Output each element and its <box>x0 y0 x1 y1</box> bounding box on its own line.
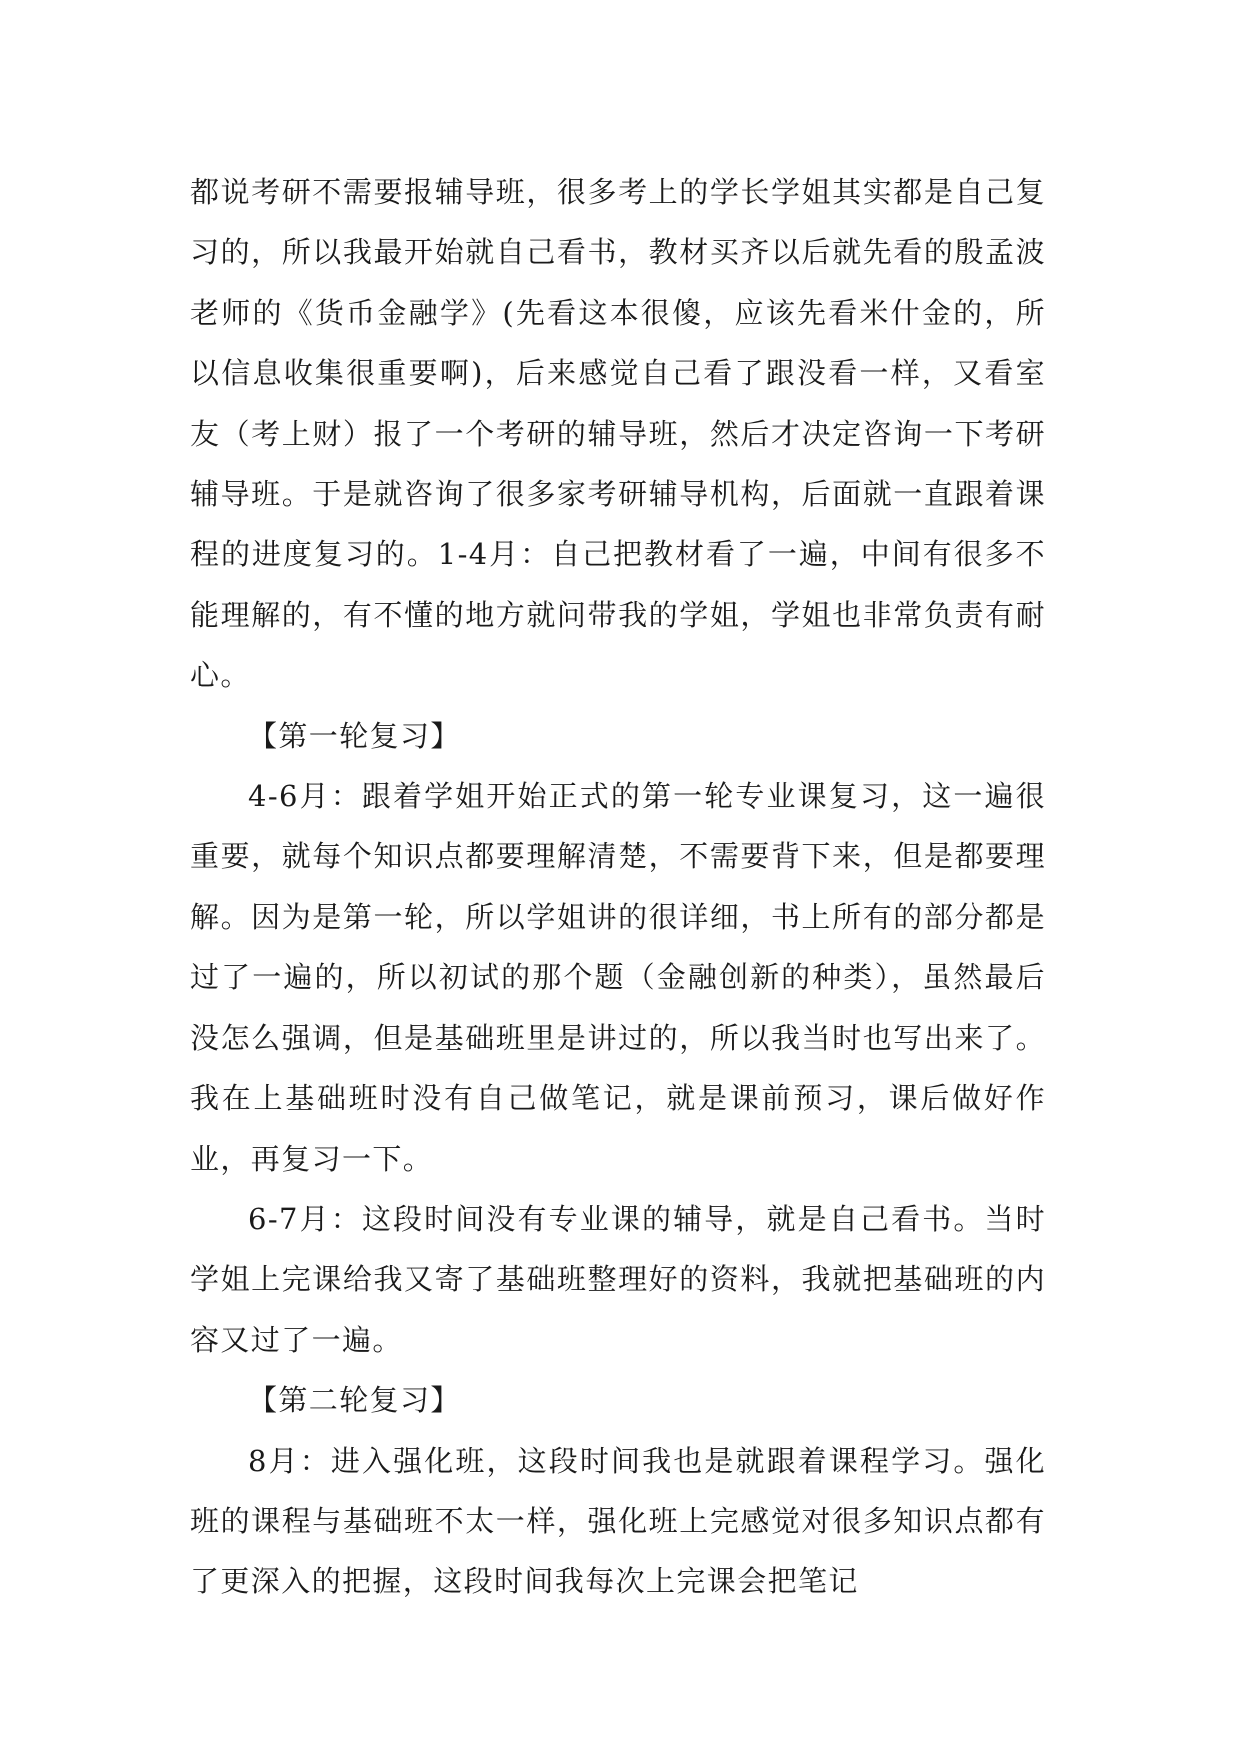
document-body <box>190 162 1046 1612</box>
paragraph-june-july: 6-7月：这段时间没有专业课的辅导，就是自己看书。当时学姐上完课给我又寄了基础班整理好的资料，我就把基础班的内容又过了一遍。 <box>190 1201 1046 1357</box>
paragraph-august: 8月：进入强化班，这段时间我也是就跟着课程学习。强化班的课程与基础班不太一样，强化班上完感觉对很多知识点都有了更深入的把握，这段时间我每次上完课会把笔记 <box>190 1443 1046 1599</box>
section-heading-first-round: 【第一轮复习】 <box>248 718 461 753</box>
paragraph-april-june: 4-6月：跟着学姐开始正式的第一轮专业课复习，这一遍很重要，就每个知识点都要理解清楚，不需要背下来，但是都要理解。因为是第一轮，所以学姐讲的很详细，书上所有的部分都是过了一遍的，所以初试的那个题（金融创新的种类），虽然最后没怎么强调，但是基础班里是讲过的，所以我当时也写出来了。我在上基础班时没有自己做笔记，就是课前预习，课后做好作业，再复习一下。 <box>190 779 1046 1176</box>
paragraph-intro: 都说考研不需要报辅导班，很多考上的学长学姐其实都是自己复习的，所以我最开始就自己看书，教材买齐以后就先看的殷孟波老师的《货币金融学》(先看这本很傻，应该先看米什金的，所以信息收集很重要啊)，后来感觉自己看了跟没看一样，又看室友（考上财）报了一个考研的辅导班，然后才决定咨询一下考研辅导班。于是就咨询了很多家考研辅导机构，后面就一直跟着课程的进度复习的。1-4月：自己把教材看了一遍，中间有很多不能理解的，有不懂的地方就问带我的学姐，学姐也非常负责有耐心。 <box>190 175 1046 693</box>
section-heading-second-round: 【第二轮复习】 <box>248 1383 461 1418</box>
